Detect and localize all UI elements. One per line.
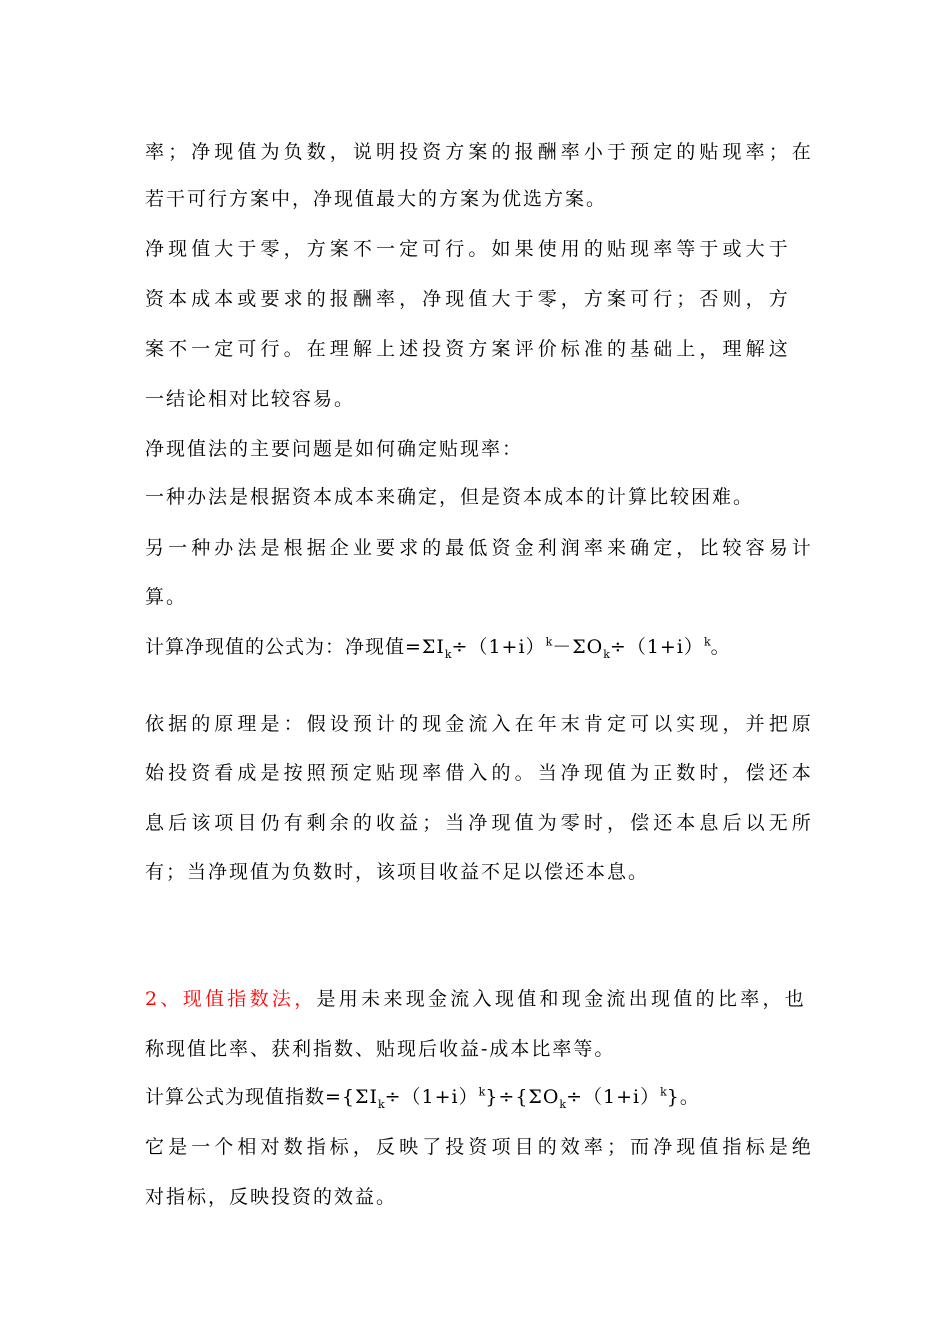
paragraph-line: 算。	[145, 586, 188, 608]
pi-formula-suffix: }。	[666, 1086, 700, 1108]
paragraph-line: 率；净现值为负数，说明投资方案的报酬率小于预定的贴现率；在	[145, 141, 815, 163]
pi-formula-prefix: 计算公式为现值指数={ΣI	[145, 1086, 378, 1108]
section2-line: 称现值比率、获利指数、贴现后收益-成本比率等。	[145, 1038, 616, 1060]
paragraph-line: 案不一定可行。在理解上述投资方案评价标准的基础上，理解这	[145, 338, 792, 360]
pi-formula-sup: k	[660, 1085, 667, 1099]
npv-formula-sup: k	[703, 635, 711, 649]
principle-line: 有；当净现值为负数时，该项目收益不足以偿还本息。	[145, 861, 650, 883]
section2-text: 是用未来现金流入现值和现金流出现值的比率，也	[316, 988, 808, 1010]
pi-formula-part: ÷（1+i）	[384, 1086, 479, 1108]
pi-formula-part: }÷{ΣO	[485, 1086, 560, 1108]
npv-formula-suffix: 。	[710, 636, 731, 658]
npv-formula-part: ÷（1+i）	[609, 636, 704, 658]
paragraph-line: 另一种办法是根据企业要求的最低资金利润率来确定，比较容易计	[145, 537, 815, 559]
closing-line: 对指标，反映投资的效益。	[145, 1186, 398, 1208]
principle-line: 息后该项目仍有剩余的收益；当净现值为零时，偿还本息后以无所	[145, 812, 815, 834]
pi-formula	[145, 1085, 810, 1109]
paragraph-line: 若干可行方案中，净现值最大的方案为优选方案。	[145, 188, 608, 210]
paragraph-line: 净现值法的主要问题是如何确定贴现率：	[145, 438, 524, 460]
npv-formula-sup: k	[545, 635, 553, 649]
npv-formula-sub: k	[444, 647, 452, 661]
pi-formula-sub: k	[377, 1097, 385, 1111]
paragraph-line: 资本成本或要求的报酬率，净现值大于零，方案可行；否则，方	[145, 288, 792, 310]
principle-line: 依据的原理是：假设预计的现金流入在年末肯定可以实现，并把原	[145, 713, 815, 735]
paragraph-line: 一种办法是根据资本成本来确定，但是资本成本的计算比较困难。	[145, 486, 755, 508]
section2-first-line	[145, 987, 810, 1011]
closing-line: 它是一个相对数指标，反映了投资项目的效率；而净现值指标是绝	[145, 1136, 815, 1158]
npv-formula	[145, 635, 810, 659]
npv-formula-prefix: 计算净现值的公式为：净现值=ΣI	[145, 636, 445, 658]
paragraph-line: 一结论相对比较容易。	[145, 388, 356, 410]
pi-formula-part: ÷（1+i）	[566, 1086, 661, 1108]
npv-formula-sub: k	[603, 647, 610, 661]
pi-formula-sup: k	[478, 1085, 486, 1099]
principle-line: 始投资看成是按照预定贴现率借入的。当净现值为正数时，偿还本	[145, 762, 815, 784]
paragraph-line: 净现值大于零，方案不一定可行。如果使用的贴现率等于或大于	[145, 238, 792, 260]
section2-heading: 2、现值指数法，	[145, 988, 317, 1010]
npv-formula-part: ÷（1+i）	[451, 636, 546, 658]
pi-formula-sub: k	[559, 1097, 567, 1111]
npv-formula-part: －ΣO	[552, 636, 604, 658]
